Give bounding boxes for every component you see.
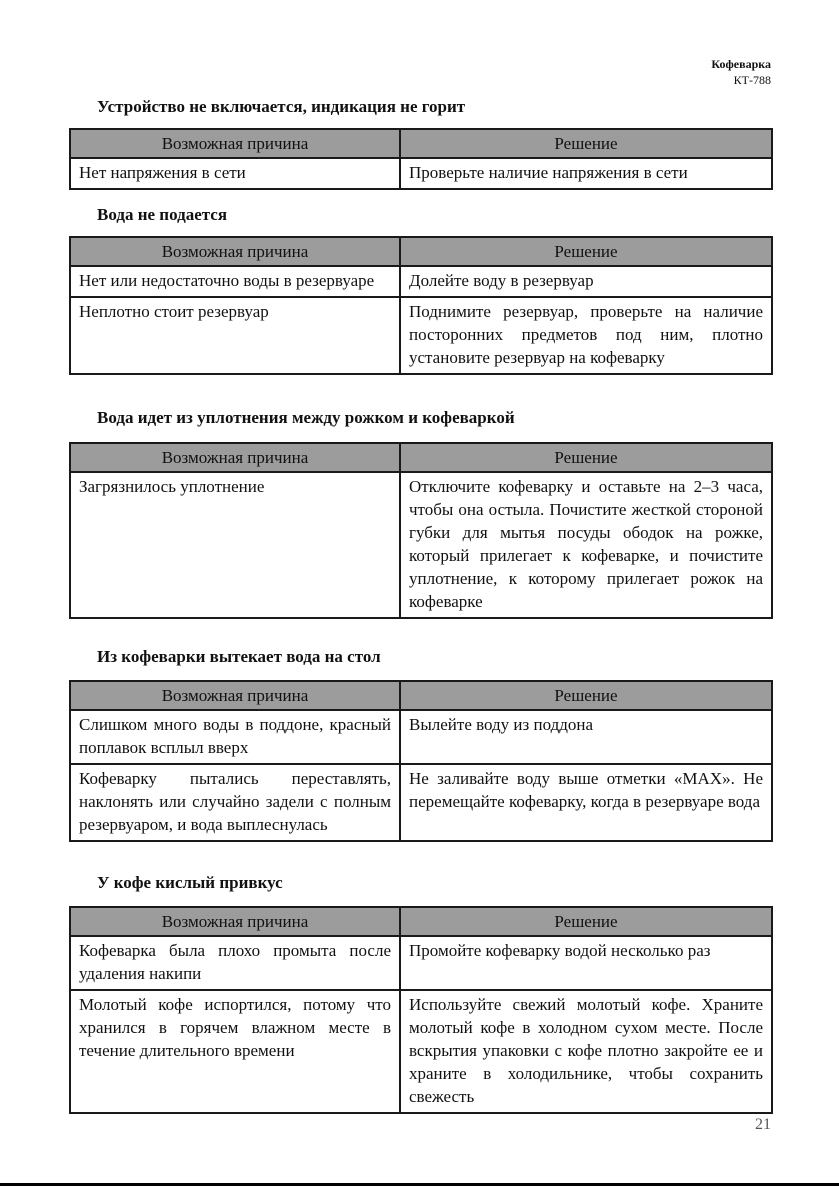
bottom-rule [0,1183,839,1186]
table-row [70,710,772,764]
table-header-row [70,907,772,936]
column-header-cause: Возможная причина [70,129,400,158]
table-header-row [70,681,772,710]
solution-cell: Вылейте воду из поддона [400,710,772,764]
table-row [70,990,772,1113]
table-row [70,158,772,189]
model-number: КТ-788 [733,73,771,87]
section-title-no-power: Устройство не включается, индикация не горит [97,97,466,116]
cause-cell: Нет напряжения в сети [70,158,400,189]
table-row [70,266,772,297]
solution-cell: Отключите кофеварку и оставьте на 2–3 часа, чтобы она остыла. Почистите жесткой стороной губки для мытья посуды ободок на рожке, который прилегает к кофеварке, и почистите уплотнение, к которому прилегает рожок на кофеварке [400,472,772,618]
column-header-cause: Возможная причина [70,907,400,936]
solution-cell: Промойте кофеварку водой несколько раз [400,936,772,990]
table-header-row [70,443,772,472]
cause-cell: Загрязнилось уплотнение [70,472,400,618]
table-row [70,936,772,990]
table-no-power [69,128,773,190]
solution-cell: Долейте воду в резервуар [400,266,772,297]
column-header-solution: Решение [400,443,772,472]
cause-cell: Неплотно стоит резервуар [70,297,400,374]
solution-cell: Не заливайте воду выше отметки «MAX». Не перемещайте кофеварку, когда в резервуаре вода [400,764,772,841]
solution-cell: Поднимите резервуар, проверьте на наличие посторонних предметов под ним, плотно установите резервуар на кофеварку [400,297,772,374]
column-header-solution: Решение [400,237,772,266]
page-header [711,56,771,88]
cause-cell: Нет или недостаточно воды в резервуаре [70,266,400,297]
section-title-sour-taste: У кофе кислый привкус [97,873,283,892]
cause-cell: Кофеварку пытались переставлять, наклонять или случайно задели с полным резервуаром, и вода выплеснулась [70,764,400,841]
table-row [70,472,772,618]
table-water-on-table [69,680,773,842]
table-row [70,764,772,841]
table-seal-leak [69,442,773,619]
column-header-solution: Решение [400,129,772,158]
table-no-water [69,236,773,375]
column-header-cause: Возможная причина [70,237,400,266]
table-header-row [70,129,772,158]
column-header-cause: Возможная причина [70,681,400,710]
section-title-no-water: Вода не подается [97,205,228,224]
table-sour-taste [69,906,773,1114]
section-title-seal-leak: Вода идет из уплотнения между рожком и кофеваркой [97,408,515,427]
cause-cell: Слишком много воды в поддоне, красный поплавок всплыл вверх [70,710,400,764]
solution-cell: Проверьте наличие напряжения в сети [400,158,772,189]
column-header-solution: Решение [400,907,772,936]
cause-cell: Кофеварка была плохо промыта после удаления накипи [70,936,400,990]
product-name: Кофеварка [711,57,771,71]
section-title-water-on-table: Из кофеварки вытекает вода на стол [97,647,381,666]
table-row [70,297,772,374]
solution-cell: Используйте свежий молотый кофе. Храните молотый кофе в холодном сухом месте. После вскрытия упаковки с кофе плотно закройте ее и храните в холодильнике, чтобы сохранить свежесть [400,990,772,1113]
table-header-row [70,237,772,266]
cause-cell: Молотый кофе испортился, потому что хранился в горячем влажном месте в течение длительного времени [70,990,400,1113]
column-header-solution: Решение [400,681,772,710]
page-number: 21 [755,1116,771,1133]
column-header-cause: Возможная причина [70,443,400,472]
